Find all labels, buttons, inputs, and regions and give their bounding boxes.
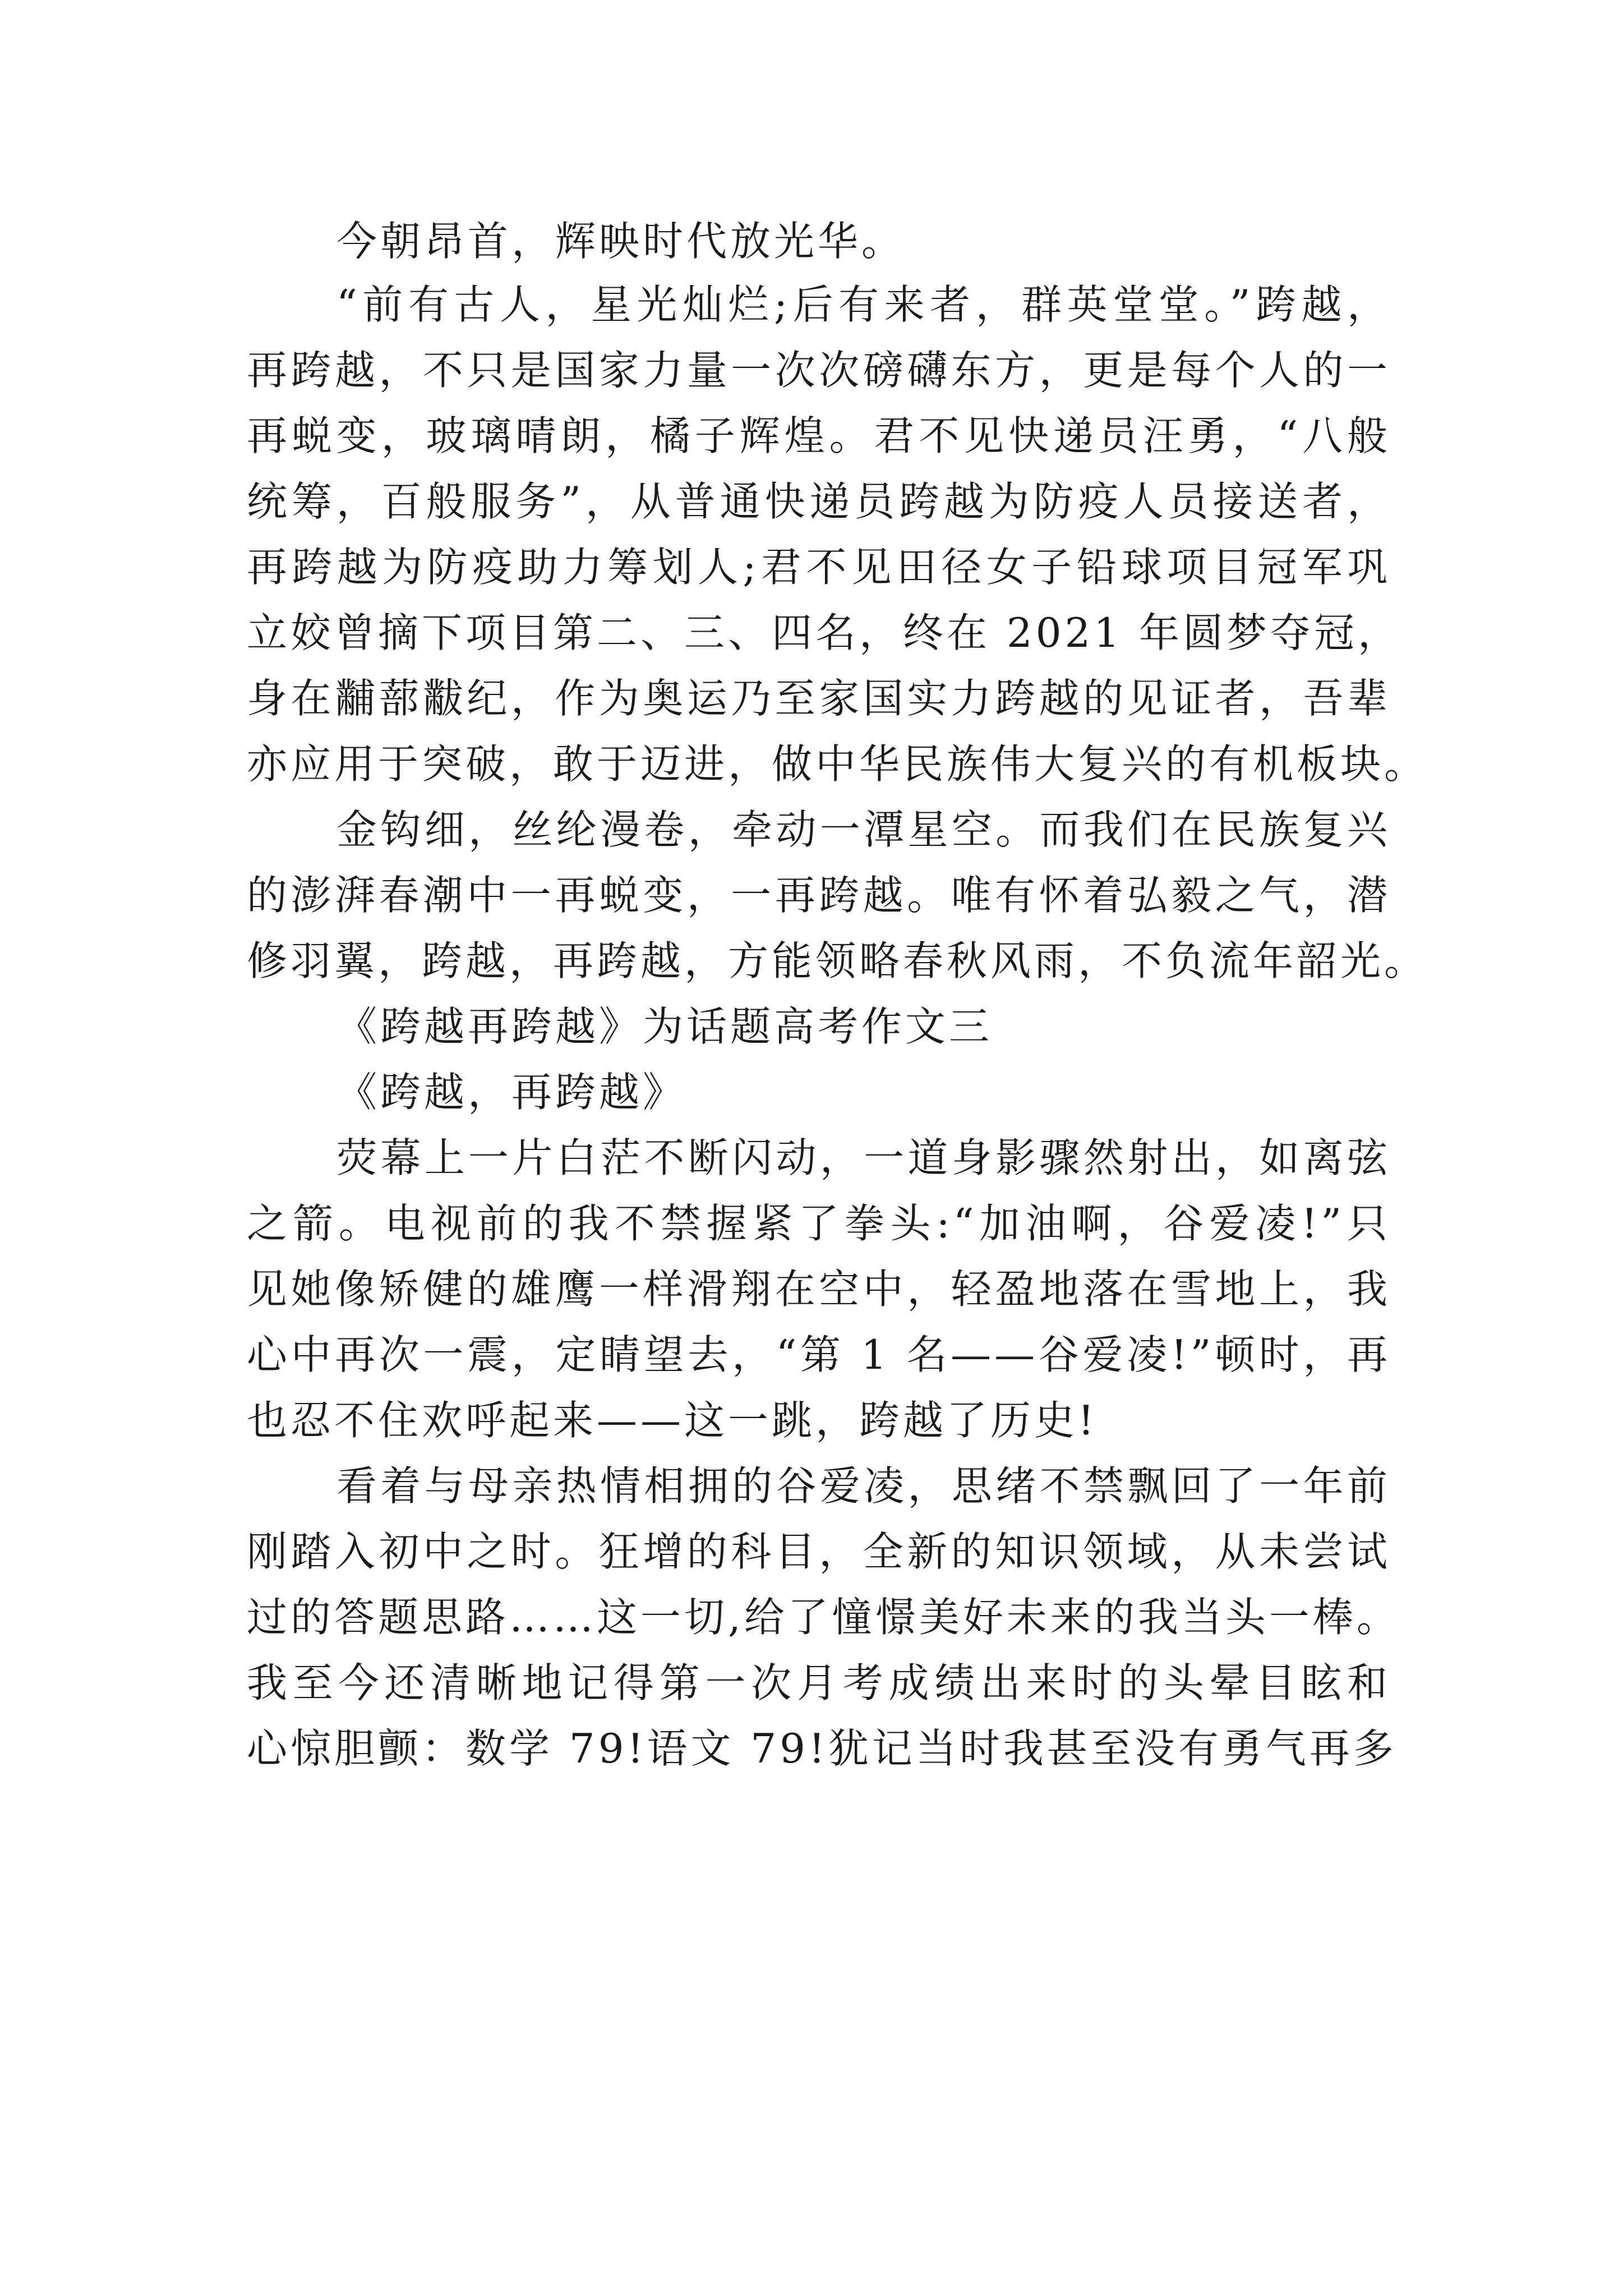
text-line: 心惊胆颤：数学 79!语文 79!犹记当时我甚至没有勇气再多: [247, 1725, 1397, 1772]
text-line: 心中再次一震，定睛望去，“第 1 名——谷爱凌!”顿时，再: [247, 1331, 1391, 1378]
text-line: 亦应用于突破，敢于迈进，做中华民族伟大复兴的有机板块。: [247, 740, 1428, 788]
text-line: 荧幕上一片白茫不断闪动，一道身影骤然射出，如离弦: [336, 1134, 1391, 1181]
text-line: 《跨越，再跨越》: [336, 1069, 687, 1116]
text-line: 之箭。电视前的我不禁握紧了拳头:“加油啊，谷爱凌!”只: [247, 1200, 1391, 1247]
text-line: 的澎湃春潮中一再蜕变，一再跨越。唯有怀着弘毅之气，潜: [247, 872, 1391, 919]
text-line: 金钩细，丝纶漫卷，牵动一潭星空。而我们在民族复兴: [336, 806, 1391, 853]
text-line: 再跨越为防疫助力筹划人;君不见田径女子铅球项目冠军巩: [247, 544, 1391, 591]
text-line: 见她像矫健的雄鹰一样滑翔在空中，轻盈地落在雪地上，我: [247, 1266, 1391, 1313]
text-line: 过的答题思路……这一切,给了憧憬美好未来的我当头一棒。: [247, 1594, 1400, 1641]
text-line: 再跨越，不只是国家力量一次次磅礴东方，更是每个人的一: [247, 347, 1391, 394]
text-line: 立姣曾摘下项目第二、三、四名，终在 2021 年圆梦夺冠，: [247, 609, 1402, 656]
text-line: 再蜕变，玻璃晴朗，橘子辉煌。君不见快递员汪勇，“八般: [247, 412, 1391, 459]
text-line: “前有古人，星光灿烂;后有来者，群英堂堂。”跨越，: [336, 281, 1391, 328]
text-line: 也忍不住欢呼起来——这一跳，跨越了历史!: [247, 1397, 1098, 1444]
text-line: 统筹，百般服务”，从普通快递员跨越为防疫人员接送者，: [247, 478, 1391, 525]
text-line: 《跨越再跨越》为话题高考作文三: [336, 1003, 993, 1050]
text-line: 身在黼蔀黻纪，作为奥运乃至家国实力跨越的见证者，吾辈: [247, 675, 1391, 722]
text-line: 修羽翼，跨越，再跨越，方能领略春秋风雨，不负流年韶光。: [247, 937, 1428, 984]
text-line: 刚踏入初中之时。狂增的科目，全新的知识领域，从未尝试: [247, 1528, 1391, 1575]
text-line: 我至今还清晰地记得第一次月考成绩出来时的头晕目眩和: [247, 1659, 1391, 1706]
text-line: 看着与母亲热情相拥的谷爱凌，思绪不禁飘回了一年前: [336, 1462, 1391, 1510]
text-line: 今朝昂首，辉映时代放光华。: [336, 218, 906, 265]
